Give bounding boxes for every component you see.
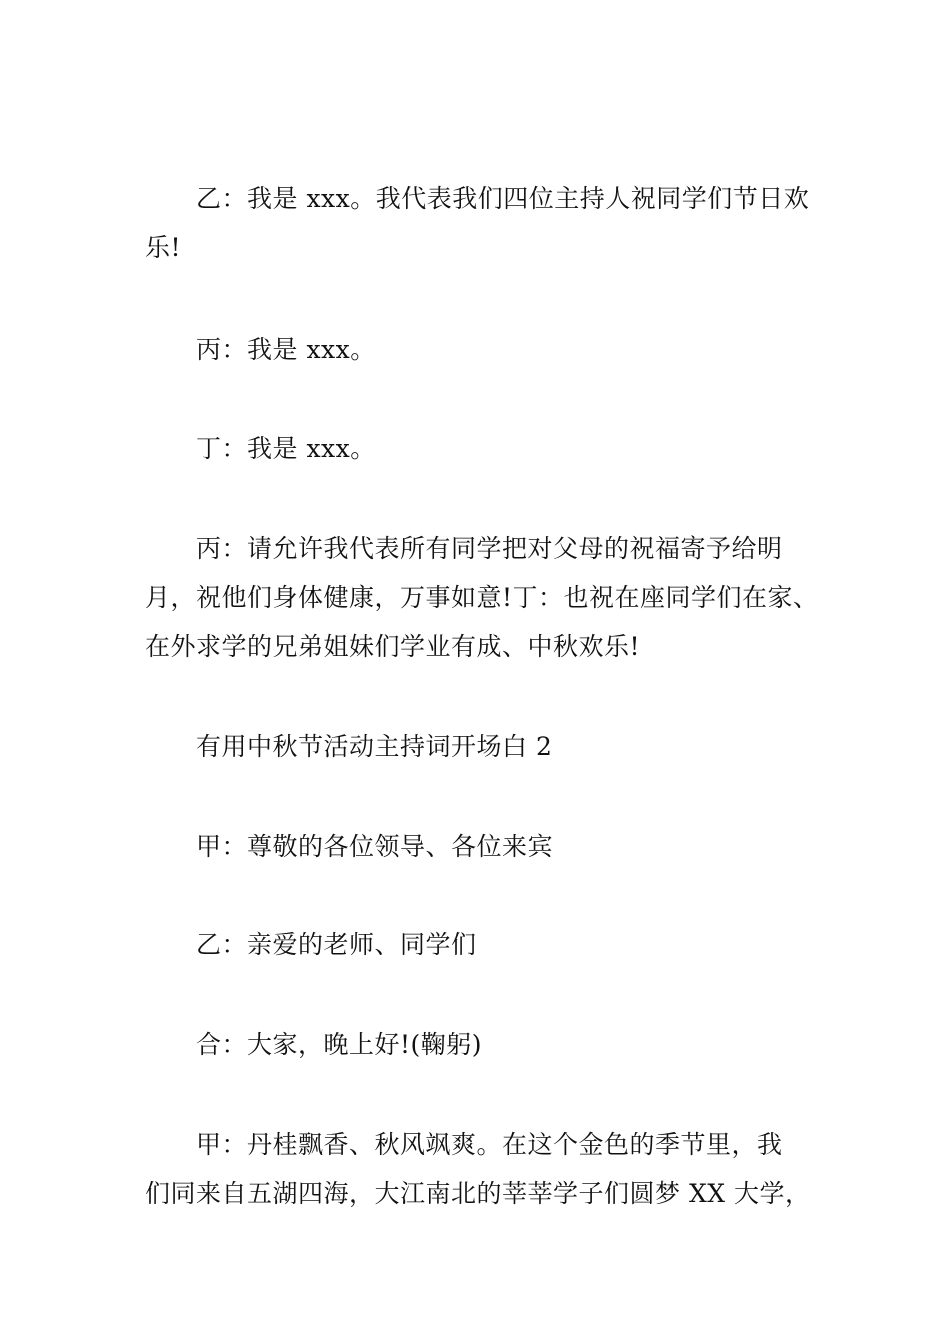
paragraph-line: 丙：我是 xxx。 [196,335,376,364]
paragraph-line: 月，祝他们身体健康，万事如意!丁：也祝在座同学们在家、 [145,583,819,612]
paragraph-line: 们同来自五湖四海，大江南北的莘莘学子们圆梦 XX 大学， [145,1179,811,1208]
paragraph-line: 甲：尊敬的各位领导、各位来宾 [196,832,554,861]
paragraph-line: 乙：亲爱的老师、同学们 [196,930,477,959]
paragraph-jia-greeting [145,822,835,871]
paragraph-line: 丁：我是 xxx。 [196,434,376,463]
paragraph-line: 丙：请允许我代表所有同学把对父母的祝福寄予给明 [196,534,783,563]
paragraph-line: 乙：我是 xxx。我代表我们四位主持人祝同学们节日欢 [196,184,810,213]
paragraph-bing-wishes [145,524,835,671]
paragraph-line: 甲：丹桂飘香、秋风飒爽。在这个金色的季节里，我 [196,1130,783,1159]
paragraph-bing-intro [145,325,835,374]
section-heading-text: 有用中秋节活动主持词开场白 2 [196,732,553,761]
paragraph-yi-intro [145,174,835,272]
paragraph-yi-greeting [145,920,835,969]
paragraph-line: 合：大家，晚上好!(鞠躬) [196,1030,483,1059]
paragraph-jia-opening [145,1120,835,1218]
paragraph-together-greeting [145,1020,835,1069]
paragraph-ding-intro [145,424,835,473]
section-heading [145,722,835,771]
paragraph-line: 乐! [145,233,182,262]
paragraph-line: 在外求学的兄弟姐妹们学业有成、中秋欢乐! [145,632,641,661]
